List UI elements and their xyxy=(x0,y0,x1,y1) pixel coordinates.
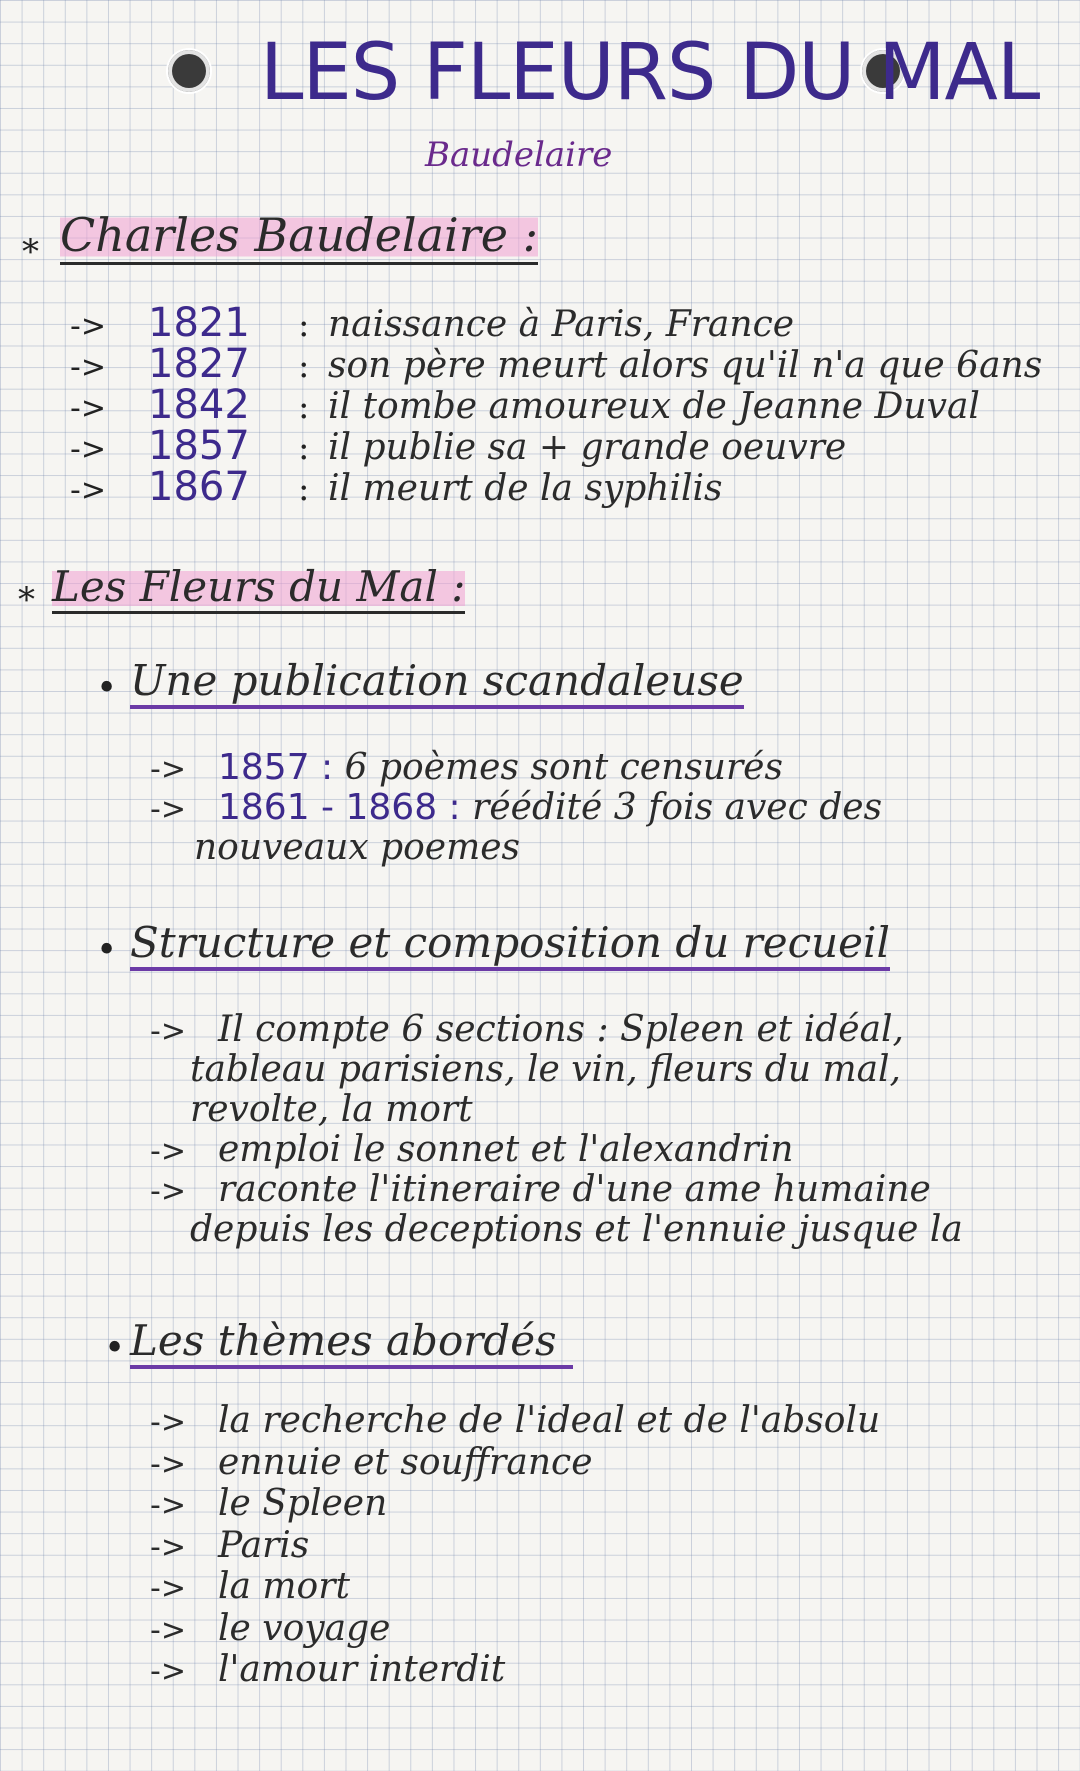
timeline-colon: : xyxy=(298,428,310,468)
section-bullet: * xyxy=(22,232,39,272)
list-item xyxy=(150,1483,880,1525)
binder-hole-left xyxy=(168,50,210,92)
list-text: revolte, la mort xyxy=(190,1089,473,1130)
page-subtitle: Baudelaire xyxy=(425,135,613,175)
section-title-text: Les Fleurs du Mal : xyxy=(52,562,465,614)
timeline-row xyxy=(70,464,1042,510)
list-text: nouveaux poemes xyxy=(194,827,521,868)
arrow-icon: -> xyxy=(70,309,106,344)
list-item xyxy=(150,1649,880,1691)
arrow-icon: -> xyxy=(150,1134,186,1169)
timeline-desc: il meurt de la syphilis xyxy=(328,468,723,509)
arrow-icon: -> xyxy=(150,1014,186,1049)
timeline-colon: : xyxy=(298,387,310,427)
list-item xyxy=(150,1010,963,1050)
timeline-year: 1842 xyxy=(148,382,250,428)
timeline-year: 1867 xyxy=(148,464,250,510)
subsection-title-text: Une publication scandaleuse xyxy=(130,656,744,709)
list-item xyxy=(150,1525,880,1567)
list-year: 1861 - 1868 : xyxy=(218,787,461,828)
arrow-icon: -> xyxy=(150,1174,186,1209)
list-item xyxy=(150,1170,963,1210)
list-item xyxy=(190,1090,963,1130)
list-text: l'amour interdit xyxy=(218,1649,506,1690)
timeline-desc: il publie sa + grande oeuvre xyxy=(328,427,847,468)
list-item xyxy=(150,1442,880,1484)
list-text: ennuie et souffrance xyxy=(218,1441,593,1483)
section-title-charles-baudelaire xyxy=(60,208,538,262)
timeline-row xyxy=(70,300,1042,346)
list-item xyxy=(150,1130,963,1170)
timeline-year: 1857 xyxy=(148,423,250,469)
timeline-desc: son père meurt alors qu'il n'a que 6ans xyxy=(328,345,1043,386)
list-item xyxy=(190,1050,963,1090)
list-item xyxy=(190,1210,963,1250)
list-item xyxy=(150,1400,880,1442)
list-text: la mort xyxy=(218,1566,350,1607)
arrow-icon: -> xyxy=(150,1529,186,1565)
arrow-icon: -> xyxy=(150,1488,186,1523)
subsection-title-text: Structure et composition du recueil xyxy=(130,918,890,971)
subsection-title-publication xyxy=(130,656,744,709)
arrow-icon: -> xyxy=(70,432,106,467)
section-bullet: * xyxy=(18,580,35,620)
arrow-icon: -> xyxy=(70,473,106,508)
list-text: la recherche de l'ideal et de l'absolu xyxy=(218,1400,881,1441)
timeline-row xyxy=(70,423,1042,469)
subsection-title-text: Les thèmes abordés xyxy=(130,1316,573,1369)
sub-bullet-dot: • xyxy=(96,668,118,709)
timeline-row xyxy=(70,382,1042,428)
list-text: raconte l'itineraire d'une ame humaine xyxy=(218,1169,931,1210)
list-text: emploi le sonnet et l'alexandrin xyxy=(218,1129,794,1170)
list-text: le voyage xyxy=(218,1607,391,1649)
arrow-icon: -> xyxy=(150,1571,186,1606)
list-text: Paris xyxy=(218,1524,310,1566)
arrow-icon: -> xyxy=(150,752,186,787)
arrow-icon: -> xyxy=(150,1446,186,1482)
structure-list xyxy=(150,1010,963,1250)
list-year: 1857 : xyxy=(218,747,334,788)
list-item xyxy=(150,1566,880,1608)
publication-list xyxy=(150,748,882,868)
arrow-icon: -> xyxy=(70,391,106,426)
arrow-icon: -> xyxy=(150,1612,186,1648)
section-title-fleurs-du-mal xyxy=(52,562,465,611)
list-item xyxy=(150,748,882,788)
subsection-title-themes xyxy=(130,1316,573,1369)
arrow-icon: -> xyxy=(70,350,106,385)
list-item xyxy=(150,788,882,828)
arrow-icon: -> xyxy=(150,1405,186,1440)
section-title-text: Charles Baudelaire : xyxy=(60,208,538,265)
arrow-icon: -> xyxy=(150,1654,186,1689)
sub-bullet-dot: • xyxy=(104,1328,126,1369)
timeline-desc: il tombe amoureux de Jeanne Duval xyxy=(328,386,980,427)
themes-list xyxy=(150,1400,880,1691)
page-title: LES FLEURS DU MAL xyxy=(260,28,1040,118)
timeline-colon: : xyxy=(298,346,310,386)
arrow-icon: -> xyxy=(150,792,186,827)
timeline-colon: : xyxy=(298,305,310,345)
subsection-title-structure xyxy=(130,918,890,971)
timeline-row xyxy=(70,341,1043,387)
timeline-year: 1821 xyxy=(148,300,250,346)
timeline-list xyxy=(70,300,1043,510)
list-text: tableau parisiens, le vin, fleurs du mal, xyxy=(190,1049,901,1090)
timeline-desc: naissance à Paris, France xyxy=(328,304,795,345)
list-text: 6 poèmes sont censurés xyxy=(344,747,783,788)
list-text: depuis les deceptions et l'ennuie jusque la xyxy=(190,1209,963,1250)
timeline-year: 1827 xyxy=(148,341,250,387)
timeline-colon: : xyxy=(298,469,310,509)
list-item xyxy=(194,828,882,868)
list-item xyxy=(150,1608,880,1650)
list-text: Il compte 6 sections : Spleen et idéal, xyxy=(218,1009,904,1050)
list-text: le Spleen xyxy=(218,1483,388,1524)
list-text: réédité 3 fois avec des xyxy=(472,787,883,828)
sub-bullet-dot: • xyxy=(96,930,118,971)
